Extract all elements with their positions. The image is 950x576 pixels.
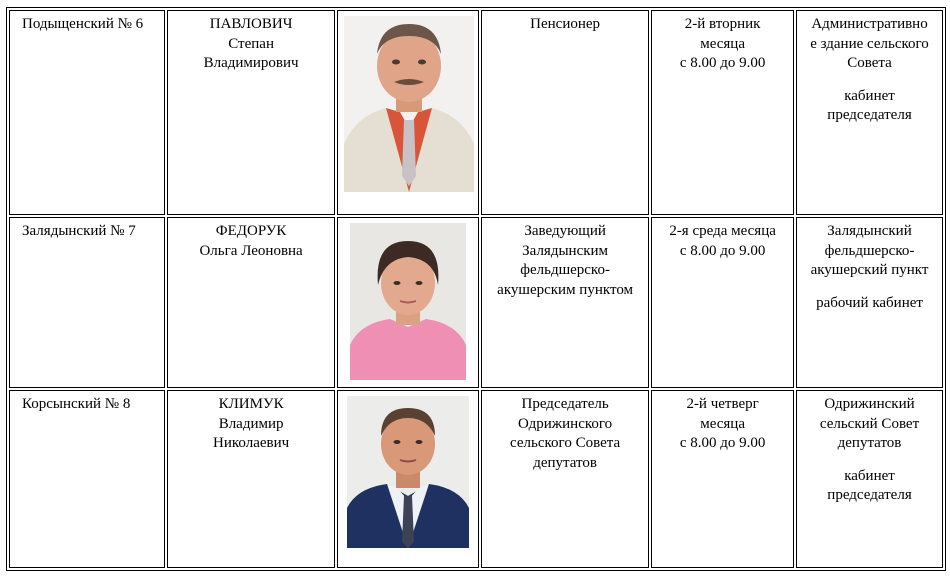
location-line: сельский Совет: [819, 415, 920, 432]
position-line: Заведующий: [524, 223, 606, 239]
room-line: председателя: [827, 107, 912, 123]
district-cell: [9, 390, 165, 568]
location-line: Административно: [811, 16, 928, 32]
position-line: Залядынским: [522, 242, 609, 259]
first-name: Ольга Леоновна: [199, 242, 303, 259]
position-line: депутатов: [533, 454, 597, 471]
photo-cell: [337, 390, 479, 568]
portrait-woman-pink-sweater-icon: [350, 223, 466, 380]
table-row: [9, 390, 943, 568]
location-line: депутатов: [837, 435, 902, 451]
room-line: кабинет: [844, 467, 895, 484]
room-line: кабинет: [844, 87, 895, 104]
schedule-line: 2-й вторник: [684, 16, 761, 32]
position-cell: [481, 10, 649, 215]
schedule-cell: [651, 217, 794, 388]
district-label: Залядынский № 7: [22, 223, 136, 239]
district-cell: [9, 10, 165, 215]
patronymic: Владимирович: [203, 55, 299, 71]
position-cell: [481, 390, 649, 568]
schedule-line: месяца: [700, 415, 745, 432]
portrait-man-light-jacket-icon: [344, 16, 474, 192]
location-line: акушерский пункт: [810, 262, 929, 278]
photo-cell: [337, 10, 479, 215]
position-cell: [481, 217, 649, 388]
position-line: сельского Совета: [510, 435, 621, 451]
position-line: Пенсионер: [530, 16, 601, 32]
patronymic: Николаевич: [213, 435, 290, 451]
room-line: председателя: [827, 487, 912, 503]
schedule-line: с 8.00 до 9.00: [679, 242, 766, 259]
name-cell: [167, 10, 335, 215]
location-cell: [796, 217, 943, 388]
schedule-line: 2-я среда месяца: [669, 223, 776, 239]
location-line: е здание сельского: [810, 35, 929, 52]
photo-cell: [337, 217, 479, 388]
surname: КЛИМУК: [218, 396, 284, 412]
location-line: Одрижинский: [824, 396, 915, 412]
position-line: фельдшерско-: [520, 262, 610, 278]
name-cell: [167, 390, 335, 568]
location-cell: [796, 390, 943, 568]
location-cell: [796, 10, 943, 215]
position-line: Одрижинского: [518, 415, 613, 432]
name-cell: [167, 217, 335, 388]
first-name: Степан: [228, 35, 274, 52]
deputies-reception-table: [6, 7, 946, 571]
room-line: рабочий кабинет: [816, 294, 923, 311]
position-line: акушерским пунктом: [497, 281, 634, 298]
schedule-line: с 8.00 до 9.00: [679, 55, 766, 71]
table-row: [9, 217, 943, 388]
surname: ФЕДОРУК: [215, 223, 287, 239]
position-line: Председатель: [521, 396, 609, 412]
surname: ПАВЛОВИЧ: [209, 16, 293, 32]
schedule-line: 2-й четверг: [686, 396, 759, 412]
district-cell: [9, 217, 165, 388]
district-label: Подыщенский № 6: [22, 16, 144, 32]
first-name: Владимир: [218, 415, 284, 432]
table-row: [9, 10, 943, 215]
location-line: Совета: [847, 55, 892, 71]
schedule-line: месяца: [700, 35, 745, 52]
schedule-line: с 8.00 до 9.00: [679, 435, 766, 451]
schedule-cell: [651, 390, 794, 568]
portrait-man-dark-suit-icon: [347, 396, 469, 548]
schedule-cell: [651, 10, 794, 215]
location-line: Залядынский: [827, 223, 912, 239]
district-label: Корсынский № 8: [22, 396, 131, 412]
location-line: фельдшерско-: [824, 242, 915, 259]
